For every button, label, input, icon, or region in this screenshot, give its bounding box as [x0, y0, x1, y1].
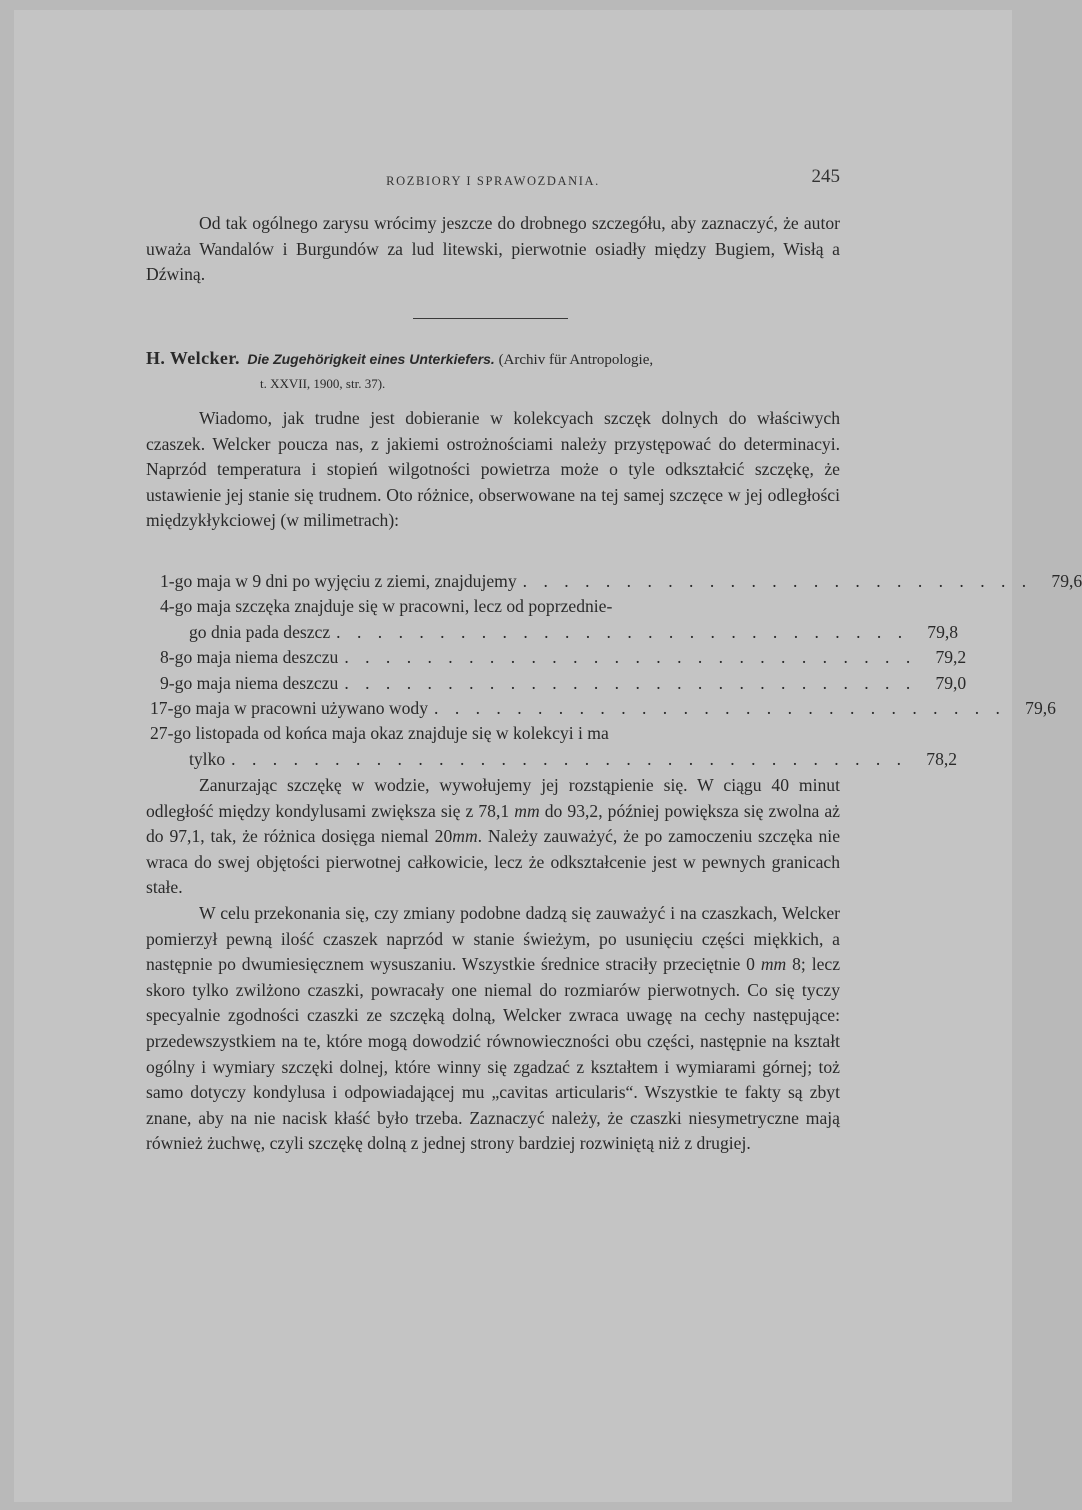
measurement-value: 79,0: [935, 672, 967, 693]
review-source-1: (Archiv für Antropologie,: [498, 352, 654, 368]
measurement-value: 78,2: [926, 748, 958, 769]
unit-mm: mm: [514, 800, 540, 821]
text-run: . Należy zauważyć, że po zamoczeniu szczęka nie wraca do swej objętości pierwotnej całkowicie, lecz że odkształcenie jest w pewnych granicach stałe.: [146, 826, 841, 898]
measurement-row: [146, 645, 967, 670]
measurement-row-continued: [146, 747, 958, 772]
leader-dots: . . . . . . . . . . . . . . . . . . . . . . . . . . . .: [344, 647, 917, 668]
measurement-row-continued: [146, 620, 959, 645]
measurement-label: 9-go maja niema deszczu: [160, 672, 339, 693]
review-heading-line-1: [146, 347, 846, 372]
measurement-row: [146, 721, 840, 746]
measurement-value: 79,6: [1025, 698, 1056, 719]
running-title: ROZBIORY I SPRAWOZDANIA.: [386, 174, 600, 188]
review-work-title: Die Zugehörigkeit eines Unterkiefers.: [247, 351, 495, 367]
text-run: W celu przekonania się, czy zmiany podobne dadzą się zauważyć i na czaszkach, Welcker pomierzył pewną ilość czaszek naprzód w stanie świeżym, po usunięciu części miękkich, a następnie po dwumiesięcznem wysuszaniu. Wszystkie średnice straciły przeciętnie 0: [146, 902, 840, 975]
leader-dots: . . . . . . . . . . . . . . . . . . . . . . . . . . . .: [434, 698, 1006, 719]
paragraph-water: [146, 773, 840, 1157]
paragraph-text: [146, 901, 840, 1157]
measurement-label: 4-go maja szczęka znajduje się w pracowni, lecz od poprzednie-: [160, 596, 613, 617]
measurement-row: [146, 696, 1056, 721]
paragraph-intro: [146, 211, 840, 288]
measurement-row: [146, 671, 967, 696]
measurement-label: 27-go listopada od końca maja okaz znajduje się w kolekcyi i ma: [150, 723, 609, 744]
measurement-label: 1-go maja w 9 dni po wyjęciu z ziemi, znajdujemy: [160, 571, 517, 591]
measurement-label: 8-go maja niema deszczu: [160, 647, 339, 668]
paragraph-main: [146, 406, 840, 534]
leader-dots: . . . . . . . . . . . . . . . . . . . . . . . . .: [522, 571, 1033, 591]
page-number: 245: [811, 166, 840, 187]
review-source-2: t. XXVII, 1900, str. 37).: [260, 376, 386, 391]
leader-dots: . . . . . . . . . . . . . . . . . . . . . . . . . . . .: [336, 621, 909, 642]
measurement-value: 79,2: [935, 647, 967, 668]
measurement-row: [146, 569, 1082, 594]
measurement-label-continued: tylko: [189, 748, 226, 769]
unit-mm: mm: [452, 826, 478, 847]
leader-dots: . . . . . . . . . . . . . . . . . . . . . . . . . . . .: [344, 672, 917, 693]
text-run: 8; lecz skoro tylko zwilżono czaszki, powracały one niemal do rozmiarów pierwotnych. Co się tyczy specyalnie zgodności czaszki ze szczęką dolną, Welcker zwraca uwagę na cechy następujące: przedewszystkiem na te, które mogą dowodzić równowieczności obu części, następnie na kształt ogólny i wymiary szczęki dolnej, które winny się zgadzać z kształtem i wymiarami górnej; toż samo dotyczy kondylusa i odpowiadającej mu „cavitas articularis“. Wszystkie te fakty są zbyt znane, aby na nie nacisk kłaść było trzeba. Zaznaczyć należy, że czaszki niesymetryczne mają również żuchwę, czyli szczękę dolną z jednej strony bardziej rozwiniętą niż z drugiej.: [146, 954, 841, 1154]
unit-mm: mm: [760, 954, 787, 975]
measurement-list: [146, 569, 1082, 772]
review-heading: [146, 347, 846, 395]
paragraph-text: Od tak ogólnego zarysu wrócimy jeszcze do drobnego szczegółu, aby zaznaczyć, że autor uważa Wandalów i Burgundów za lud litewski, pierwotnie osiadły między Bugiem, Wisłą a Dźwiną.: [146, 213, 840, 285]
paragraph-text: [146, 773, 840, 901]
text-run: do 93,2, później powiększa się zwolna aż do 97,1, tak, że różnica dosięga niemal 20: [146, 800, 840, 847]
measurement-label-continued: go dnia pada deszcz: [189, 621, 331, 642]
section-divider: [413, 318, 568, 319]
review-author: H. Welcker.: [146, 348, 240, 368]
page-header: [146, 166, 840, 198]
paragraph-text: Wiadomo, jak trudne jest dobieranie w kolekcyach szczęk dolnych do właściwych czaszek. Welcker poucza nas, z jakiemi ostrożnościami należy przystępować do determinacyi. Naprzód temperatura i stopień wilgotności powietrza może o tyle odkształcić szczękę, że ustawienie jej stanie się trudnem. Oto różnice, obserwowane na tej samej szczęce w jej odległości międzykłykciowej (w milimetrach):: [146, 408, 840, 531]
leader-dots: . . . . . . . . . . . . . . . . . . . . . . . . . . . . . . . . .: [231, 748, 908, 769]
measurement-value: 79,8: [927, 621, 959, 642]
measurement-value: 79,6: [1051, 571, 1082, 591]
text-run: Zanurzając szczękę w wodzie, wywołujemy jej rozstąpienie się. W ciągu 40 minut odległość między kondylusami zwiększa się z 78,1: [146, 775, 840, 821]
measurement-label: 17-go maja w pracowni używano wody: [150, 698, 429, 719]
measurement-row: [146, 594, 840, 619]
